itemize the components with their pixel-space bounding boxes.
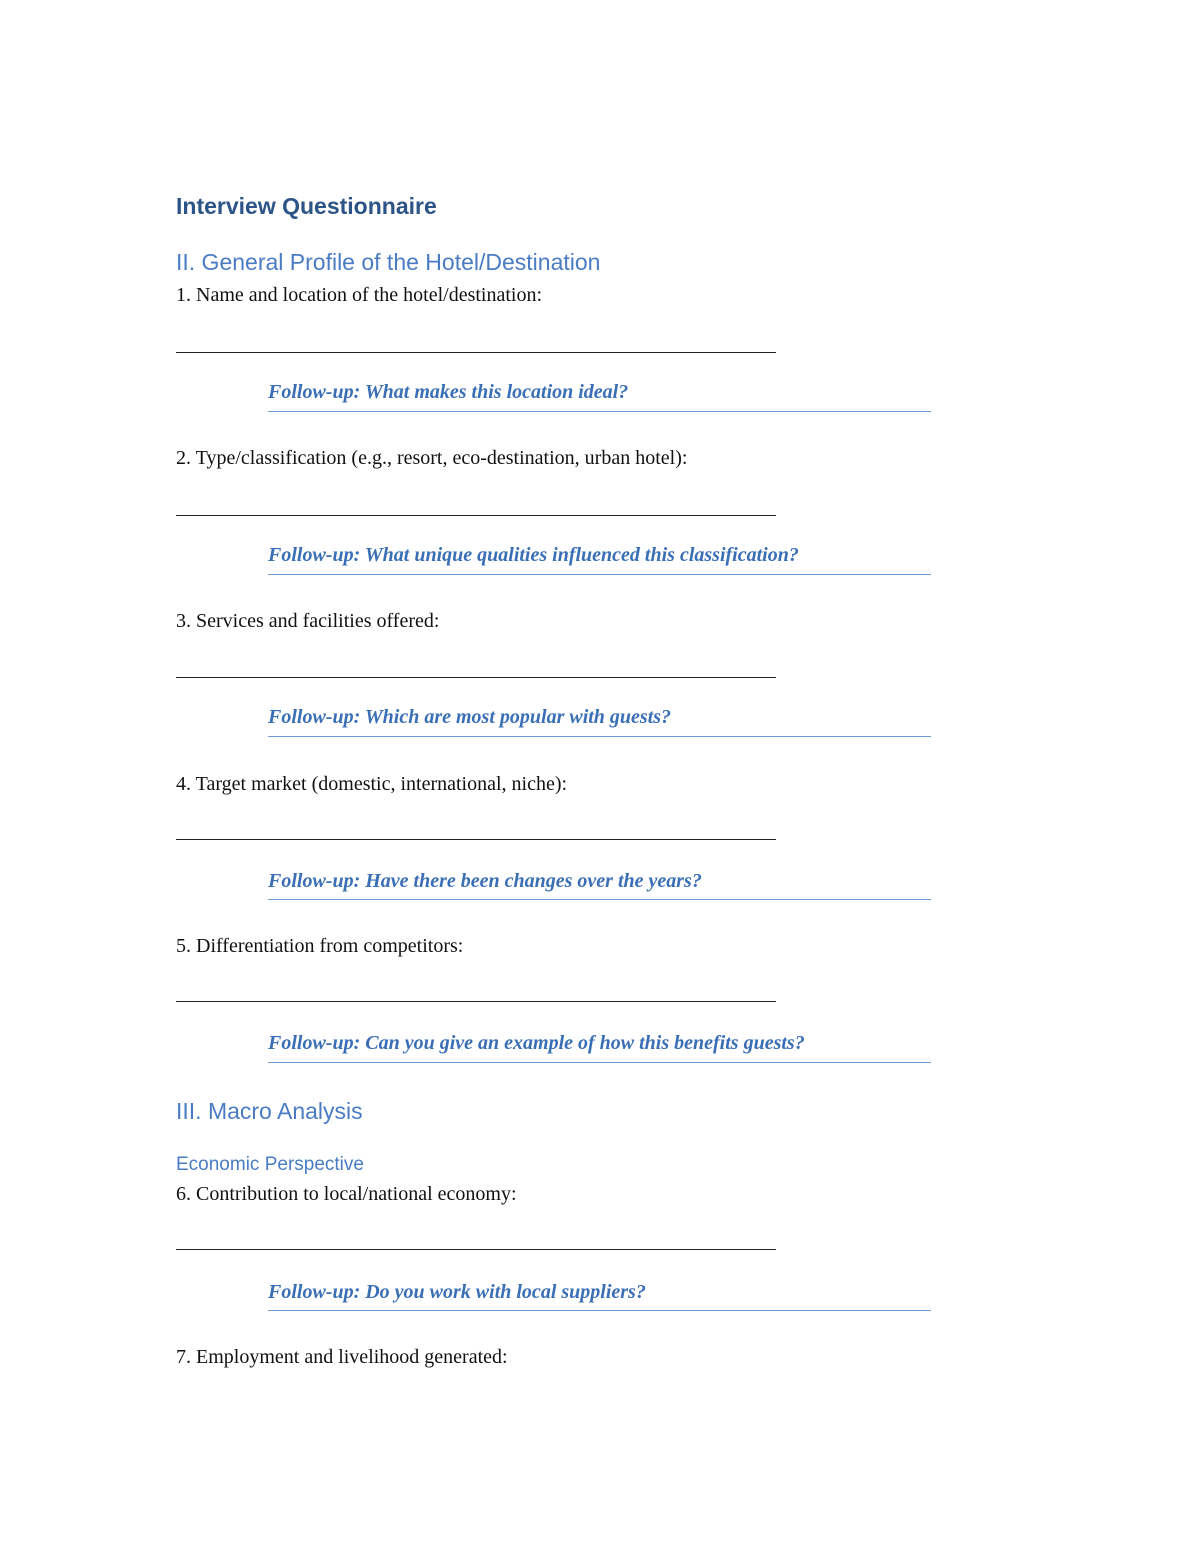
- question-6: 6. Contribution to local/national economy:: [176, 1183, 517, 1205]
- section-heading-macro: III. Macro Analysis: [176, 1098, 363, 1124]
- followup-line-6[interactable]: [268, 1310, 931, 1311]
- subheading-economic: Economic Perspective: [176, 1154, 364, 1175]
- followup-3: Follow-up: Which are most popular with guests?: [268, 706, 672, 728]
- question-1: 1. Name and location of the hotel/destination:: [176, 284, 543, 306]
- followup-2: Follow-up: What unique qualities influenced this classification?: [268, 544, 799, 566]
- question-7: 7. Employment and livelihood generated:: [176, 1346, 508, 1368]
- answer-line-5[interactable]: [176, 1001, 776, 1002]
- answer-line-2[interactable]: [176, 515, 776, 516]
- section-heading: II. General Profile of the Hotel/Destination: [176, 249, 601, 275]
- answer-line-3[interactable]: [176, 677, 776, 678]
- answer-line-6[interactable]: [176, 1249, 776, 1250]
- followup-6: Follow-up: Do you work with local suppliers?: [268, 1281, 646, 1303]
- followup-line-3[interactable]: [268, 736, 931, 737]
- question-5: 5. Differentiation from competitors:: [176, 935, 464, 957]
- followup-1: Follow-up: What makes this location ideal?: [268, 381, 629, 403]
- followup-line-5[interactable]: [268, 1062, 931, 1063]
- followup-line-4[interactable]: [268, 899, 931, 900]
- question-3: 3. Services and facilities offered:: [176, 610, 440, 632]
- followup-line-2[interactable]: [268, 574, 931, 575]
- answer-line-1[interactable]: [176, 352, 776, 353]
- question-2: 2. Type/classification (e.g., resort, eco-destination, urban hotel):: [176, 447, 688, 469]
- followup-line-1[interactable]: [268, 411, 931, 412]
- document-title: Interview Questionnaire: [176, 193, 437, 219]
- answer-line-4[interactable]: [176, 839, 776, 840]
- followup-5: Follow-up: Can you give an example of how this benefits guests?: [268, 1032, 805, 1054]
- question-4: 4. Target market (domestic, international, niche):: [176, 773, 568, 795]
- followup-4: Follow-up: Have there been changes over the years?: [268, 870, 702, 892]
